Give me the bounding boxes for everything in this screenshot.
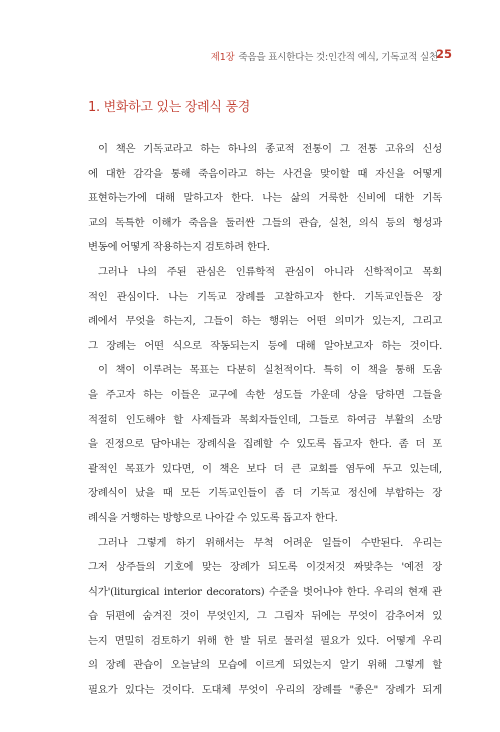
paragraph-line: 의 장례 관습이 오늘날의 모습에 이르게 되었는지 알기 위해 그렇게 할 <box>88 659 442 672</box>
paragraph-line: 식가'(liturgical interior decorators) 수준을 벗어나야 한다. 우리의 현재 관 <box>88 585 442 598</box>
paragraph-line: 필요가 있다는 것이다. 도대체 무엇이 우리의 장례를 "좋은" 장례가 되게 <box>88 684 442 697</box>
paragraph-line: 장례식이 났을 때 모든 기독교인들이 좀 더 기독교 정신에 부합하는 장 <box>88 487 442 500</box>
paragraph-line: 그러나 그렇게 하기 위해서는 무척 어려운 일들이 수반된다. 우리는 <box>98 536 442 549</box>
paragraph-line: 에 대한 감각을 통해 죽음이라고 하는 사건을 맞이할 때 자신을 어떻게 <box>88 167 442 180</box>
paragraph-line: 이 책은 기독교라고 하는 하나의 종교적 전통이 그 전통 고유의 신성 <box>98 143 442 155</box>
paragraph-line: 는지 면밀히 검토하기 위해 한 발 뒤로 물러설 필요가 있다. 어떻게 우리 <box>88 634 442 647</box>
paragraph-line: 례에서 무엇을 하는지, 그들이 하는 행위는 어떤 의미가 있는지, 그리고 <box>88 315 442 328</box>
paragraph-line: 이 책이 이루려는 목표는 다분히 실천적이다. 특히 이 책을 통해 도움 <box>98 364 442 377</box>
paragraph-line: 적절히 인도해야 할 사제들과 목회자들인데, 그들로 하여금 부활의 소망 <box>88 413 442 426</box>
paragraph-line: 적인 관심이다. 나는 기독교 장례를 고찰하고자 한다. 기독교인들은 장 <box>88 290 442 303</box>
page-number: 25 <box>435 47 452 61</box>
paragraph-line: 표현하는가에 대해 말하고자 한다. 나는 삶의 거룩한 신비에 대한 기독 <box>88 192 442 205</box>
body-text <box>88 137 442 703</box>
paragraph-line: 변동에 어떻게 작용하는지 검토하려 한다. <box>88 241 270 254</box>
running-header <box>0 47 500 65</box>
chapter-heading <box>211 49 438 63</box>
paragraph-line: 교의 독특한 이해가 죽음을 둘러싼 그들의 관습, 실천, 의식 등의 형성과 <box>88 216 442 229</box>
chapter-title: 죽음을 표시한다는 것:인간적 예식, 기독교적 실천 <box>238 52 438 63</box>
paragraph-line: 괄적인 목표가 있다면, 이 책은 보다 더 큰 교회를 염두에 두고 있는데, <box>88 462 442 475</box>
section-title: 1. 변화하고 있는 장례식 풍경 <box>88 100 250 115</box>
paragraph-line: 례식을 거행하는 방향으로 나아갈 수 있도록 돕고자 한다. <box>88 511 338 524</box>
paragraph-line: 그러나 나의 주된 관심은 인류학적 관심이 아니라 신학적이고 목회 <box>98 265 442 278</box>
paragraph-line: 그저 상주들의 기호에 맞는 장례가 되도록 이것저것 짜맞추는 '예전 장 <box>88 561 442 574</box>
paragraph-line: 그 장례는 어떤 식으로 작동되는지 등에 대해 알아보고자 하는 것이다. <box>88 339 442 352</box>
chapter-label: 제1장 <box>210 52 235 63</box>
paragraph-line: 습 뒤편에 숨겨진 것이 무엇인지, 그 그림자 뒤에는 무엇이 감추어져 있 <box>88 610 442 623</box>
paragraph-line: 을 주고자 하는 이들은 교구에 속한 성도들 가운데 상을 당하면 그들을 <box>88 388 442 401</box>
paragraph-line: 을 진정으로 담아내는 장례식을 집례할 수 있도록 돕고자 한다. 좀 더 포 <box>88 438 442 451</box>
